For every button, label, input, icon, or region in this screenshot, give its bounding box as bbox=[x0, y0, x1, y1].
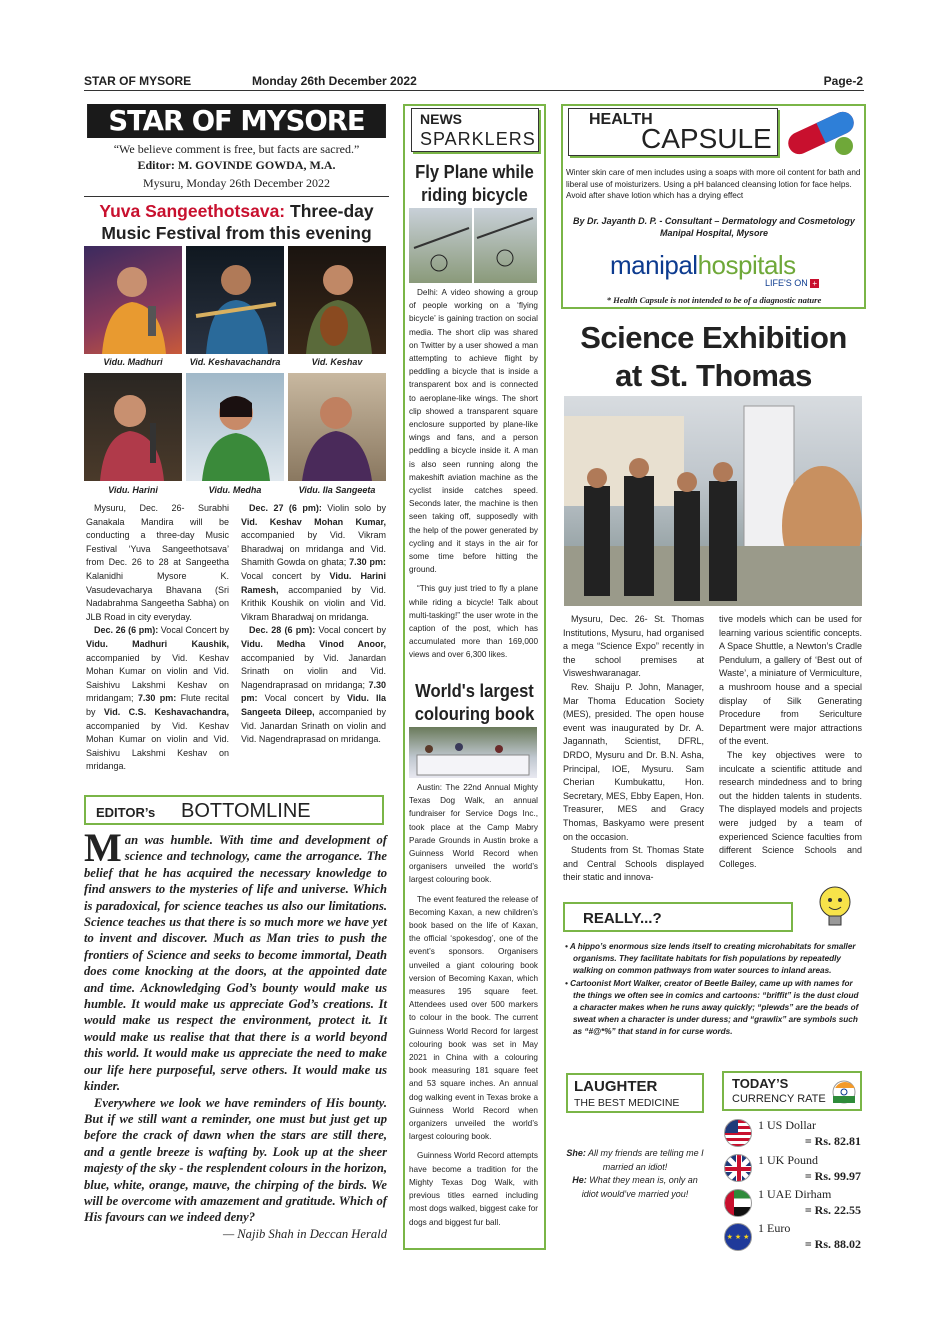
photo-medha bbox=[186, 373, 284, 481]
festival-column-2 bbox=[241, 502, 386, 747]
really-tag bbox=[563, 902, 793, 932]
news-tag-2: SPARKLERS bbox=[420, 129, 536, 149]
health-hospital: Manipal Hospital, Mysore bbox=[659, 228, 769, 238]
laughter-tag bbox=[566, 1073, 704, 1113]
science-headline-1: Science Exhibition bbox=[580, 320, 847, 355]
capsule-icon bbox=[780, 108, 862, 158]
news-story2-p1: Austin: The 22nd Annual Mighty Texas Dog Walk, an annual fundraiser for Service Dogs Inc., took place at the Camp Mabry Parade Grounds in Austin broke a Guinness World Record when organisers unveiled the world’s largest colouring book. bbox=[409, 783, 538, 885]
festival-headline-lead: Yuva Sangeethotsava: bbox=[99, 201, 286, 221]
caption-madhuri: Vidu. Madhuri bbox=[103, 357, 163, 367]
science-c2-p1: tive models which can be used for learning various scientific concepts. A Space Shuttle, a Newton’s Cradle Pendulum, a gallery of ‘Best out of Waste’, a miniature of Vermiculture, a mushroom house and a special display of Silk Generating Procedure from Sericulture Department were major attractions of the event. bbox=[719, 614, 862, 747]
news-sparklers-tag bbox=[411, 108, 539, 152]
science-c1-p2: Rev. Shaiju P. John, Manager, Mar Thoma Education Society (MES), presided. The open house event was inaugurated by Dr. A. Jagannath, Scientist, DFRL, DRDO, Mysuru and Dr. B.N. Asha, Principal, IOE, Mysuru. Sam Cherian Kumbukattu, Hon. Secretary, MES, Ebby Eapen, Hon. Treasurer, MES and Gracy Thomas, Baskyamo were present on the occasion. bbox=[563, 681, 704, 842]
news-story1-p1: Delhi: A video showing a group of people working on a ‘flying bicycle’ is gaining traction on social media. The short clip was shared on Twitter by a user showed a man attempting to achieve flight by peddling a bicycle that is inside a transparent box and is connected to aeroplane-like wings. The short clip showed a transparent square enclosure supported by plane-like wings and fans, and a person peddling a bicycle inside it. A man is also seen running along the makeshift aviation machine as the cyclist inside catches speed. Seconds later, the machine is then seen taking off, supposedly with the help of the power generated by cycling and it stays in the air for some time before hitting the ground. bbox=[409, 288, 538, 575]
header-page-number: Page-2 bbox=[823, 74, 863, 88]
editorial-byline: — Najib Shah in Deccan Herald bbox=[222, 1226, 387, 1241]
eu-flag-icon: ★ ★ ★ bbox=[724, 1223, 752, 1251]
science-column-1 bbox=[563, 613, 704, 885]
currency-usd-value: = Rs. 82.81 bbox=[804, 1134, 861, 1148]
science-headline-2: at St. Thomas bbox=[615, 358, 812, 393]
editorial-p2: Everywhere we look we have reminders of His bounty. But if we still want a reminder, one must but just get up before the crack of dawn when the stars are still there, and a gentle breeze is wafting by. Look up at the sheer majesty of the sky - the resplendent colours in the horizon, blue, white, orange, mauve, the chirping of the birds. We will be overcome with amazement and gratitude. Which of His favours can we indeed deny? bbox=[84, 1095, 387, 1225]
health-tag-2: CAPSULE bbox=[641, 123, 772, 154]
festival-headline-rest: Three-day bbox=[285, 201, 374, 221]
currency-eur-value: = Rs. 88.02 bbox=[804, 1237, 861, 1251]
photo-keshav bbox=[288, 246, 386, 354]
health-disclaimer: * Health Capsule is not intended to be of a diagnostic nature bbox=[606, 295, 822, 305]
caption-medha: Vidu. Medha bbox=[208, 485, 262, 495]
really-tag-text: REALLY...? bbox=[583, 910, 662, 927]
health-tag bbox=[568, 108, 778, 156]
header-paper-name: STAR OF MYSORE bbox=[84, 74, 192, 88]
news-story1-p2: “This guy just tried to fly a plane while riding a bicycle! Talk about multi-tasking!” the user wrote in the caption of the post, which has accumulated more than 169,000 views and over 6,300 likes. bbox=[409, 584, 538, 660]
india-flag-icon bbox=[832, 1080, 856, 1104]
science-column-2 bbox=[719, 613, 862, 871]
health-tag-1: HEALTH bbox=[589, 111, 653, 128]
really-items bbox=[563, 941, 863, 1039]
festival-headline-line2: Music Festival from this evening bbox=[101, 223, 372, 243]
currency-gbp-name: 1 UK Pound bbox=[758, 1153, 819, 1167]
masthead-rule bbox=[84, 196, 389, 197]
laughter-he: He: What they mean is, only an idiot would’ve married you! bbox=[572, 1175, 698, 1199]
currency-tag-2: CURRENCY RATE bbox=[732, 1093, 826, 1105]
news-tag-1: NEWS bbox=[420, 111, 462, 127]
festival-headline bbox=[84, 200, 389, 244]
caption-keshav: Vid. Keshav bbox=[311, 357, 363, 367]
editorial-p1: an was humble. With time and development of science and technology, came the arrogance. The belief that he has acquired the necessary knowledge to find answers to the mysteries of life and universe. Which is paradoxical, for science teaches us also our limitations. Science teaches us that there is so much more we have yet to invent and discover. Much as Man tries to push the frontiers of Science and seeks to become immortal, Death does come knocking at the doors, at the appointed date and time. Acknowledging God’s bounty would make us humble. It would make us appreciate God’s creations. It would make us respect the environment, protect it. It would make us realise that that there is a world beyond this world. It would make us appreciate the need to make our life here purposeful, serve others. It would make us kinder. bbox=[84, 833, 387, 1094]
laughter-tag-1: LAUGHTER bbox=[574, 1078, 658, 1095]
news-story2-headline: World's largest colouring book bbox=[414, 681, 535, 724]
editorial-dropcap: M bbox=[84, 825, 122, 870]
editorial-body bbox=[84, 825, 387, 1242]
currency-eur-name: 1 Euro bbox=[758, 1221, 791, 1235]
really-item-2: • Cartoonist Mort Walker, creator of Beetle Bailey, came up with names for the things we often see in comics and cartoons: “briffit” is the dust cloud a character makes when he runs away quickly; “plewds” are the beads of sweat when a character is under duress; and “grawlix” are symbols such as “#@*%” that stand in for curse words. bbox=[565, 978, 859, 1037]
header-rule bbox=[84, 90, 864, 91]
health-text: Winter skin care of men includes using a soaps with more oil content for bath and liberal use of moisturizers. Using a pH balanced cleansing lotion for face helps. Avoid after shave lotion which has a drying effect bbox=[566, 168, 861, 200]
science-c1-p1: Mysuru, Dec. 26- St. Thomas Institutions, Mysuru, had organised a mega “Science Expo” recently in the school premises at Visweshwaranagar. bbox=[563, 614, 704, 679]
editorial-tag-small: EDITOR’s bbox=[96, 805, 156, 820]
health-author: By Dr. Jayanth D. P. - Consultant – Dermatology and Cosmetology bbox=[573, 216, 855, 226]
currency-aed-name: 1 UAE Dirham bbox=[758, 1187, 832, 1201]
science-c2-p2: The key objectives were to inculcate a scientific attitude and research mindedness and to bring out the hidden talents in students. The displayed models and projects were judged by a team of experienced Science faculties from different Science Schools and Colleges. bbox=[719, 749, 862, 869]
uk-flag-icon bbox=[724, 1154, 752, 1182]
really-item-1: • A hippo’s enormous size lends itself to creating microhabitats for smaller organisms. They facilitate habitats for fish populations by repeatedly walking on common pathways from water sources to inland areas. bbox=[565, 942, 856, 976]
photo-keshavachandra bbox=[186, 246, 284, 354]
science-c1-p3: Students from St. Thomas State and Central Schools displayed their static and innova- bbox=[563, 845, 704, 883]
festival-c1-p2: Dec. 26 (6 pm): Vocal Concert by Vidu. Madhuri Kaushik, accompanied by Vid. Keshav Mohan Kumar on violin and Vid. Saishivu Lakshmi Keshav on mridangam; 7.30 pm: Flute recital by Vid. C.S. Keshavachandra, accompanied by Vid. Keshav Mohan Kumar on violin and Vid. Saishivu Lakshmi Keshav on mridanga. bbox=[86, 625, 229, 772]
photo-flying-bicycle bbox=[409, 208, 537, 283]
masthead-motto: “We believe comment is free, but facts are sacred.” bbox=[113, 142, 360, 156]
festival-column-1 bbox=[86, 502, 229, 774]
festival-c2-p2: Dec. 28 (6 pm): Vocal concert by Vidu. Medha Vinod Anoor, accompanied by Vid. Janardan Srinath on violin and Vid. Nagendraprasad on mridanga; 7.30 pm: Vocal concert by Vidu. Ila Sangeeta Dileep, accompanied by Vid. Janardan Srinath on violin and Vid. Nagendraprasad on mridanga. bbox=[241, 625, 386, 745]
caption-harini: Vidu. Harini bbox=[108, 485, 158, 495]
masthead-editor: Editor: M. GOVINDE GOWDA, M.A. bbox=[137, 158, 336, 172]
news-story2-p3: Guinness World Record attempts have become a tradition for the Mighty Texas Dog Walk, with previous titles earned including most dogs walked, biggest cake for dogs and biggest fur ball. bbox=[409, 1151, 538, 1227]
currency-gbp-value: = Rs. 99.97 bbox=[804, 1169, 861, 1183]
laughter-tag-2: THE BEST MEDICINE bbox=[574, 1097, 680, 1109]
currency-tag-1: TODAY’S bbox=[732, 1076, 789, 1091]
manipal-logo: manipalhospitals bbox=[610, 250, 796, 280]
photo-colouring-book bbox=[409, 727, 537, 778]
photo-science-exhibition bbox=[564, 396, 862, 606]
caption-keshavachandra: Vid. Keshavachandra bbox=[189, 357, 281, 367]
photo-ila-sangeeta bbox=[288, 373, 386, 481]
lightbulb-icon bbox=[815, 884, 855, 932]
manipal-tagline: LIFE'S ON + bbox=[765, 278, 819, 288]
festival-c2-p1: Dec. 27 (6 pm): Violin solo by Vid. Keshav Mohan Kumar, accompanied by Vid. Vikram Bharadwaj on mridanga and Vid. Shamith Gowda on ghata; 7.30 pm: Vocal concert by Vidu. Harini Ramesh, accompanied by Vid. Krithik Koushik on violin and Vid. Vikram Bharadwaj on mridanga. bbox=[241, 503, 386, 622]
laughter-joke bbox=[566, 1147, 704, 1201]
editorial-tag-big: BOTTOMLINE bbox=[181, 800, 311, 822]
currency-aed-value: = Rs. 22.55 bbox=[804, 1203, 861, 1217]
news-story2-body bbox=[409, 781, 538, 1229]
laughter-she: She: All my friends are telling me I married an idiot! bbox=[566, 1148, 704, 1172]
currency-usd-name: 1 US Dollar bbox=[758, 1118, 816, 1132]
caption-ila-sangeeta: Vidu. Ila Sangeeta bbox=[298, 485, 376, 495]
header-date: Monday 26th December 2022 bbox=[252, 74, 417, 88]
photo-harini bbox=[84, 373, 182, 481]
photo-madhuri bbox=[84, 246, 182, 354]
uae-flag-icon bbox=[724, 1189, 752, 1217]
editorial-tag bbox=[84, 795, 384, 825]
news-story1-body bbox=[409, 286, 538, 662]
festival-c1-p1: Mysuru, Dec. 26- Surabhi Ganakala Mandira will be conducting a three-day Music Festival ‘Yuva Sangeethotsava’ from Dec. 26 to 28 at Sangeetha Kalanidhi Mysore K. Vasudevacharya Bhavana (Sri Nadabrahma Sangeetha Sabha) on JLB Road in city everyday. bbox=[86, 503, 229, 622]
science-headline bbox=[561, 319, 866, 395]
masthead-dateline: Mysuru, Monday 26th December 2022 bbox=[143, 176, 330, 190]
news-story2-p2: The event featured the release of Becoming Kaxan, a new children’s book based on the life of Kaxan, the official ‘spokesdog’, one of the event’s sponsors. Organisers unveiled a giant colouring book version of Becoming Kaxan, which measures 195 square feet. Attendees used over 500 markers to colour in the book. The current Guinness World Record for largest colouring book was set in May 2021 in China with a colouring book measuring 181 square feet and 53 square inches. An annual dog walking event in Texas broke a Guinness World Record when organizers unveiled the world’s largest colouring book. bbox=[409, 894, 538, 1142]
us-flag-icon bbox=[724, 1119, 752, 1147]
masthead-title: STAR OF MYSORE bbox=[87, 104, 386, 138]
news-story1-headline: Fly Plane while riding bicycle bbox=[415, 162, 534, 205]
